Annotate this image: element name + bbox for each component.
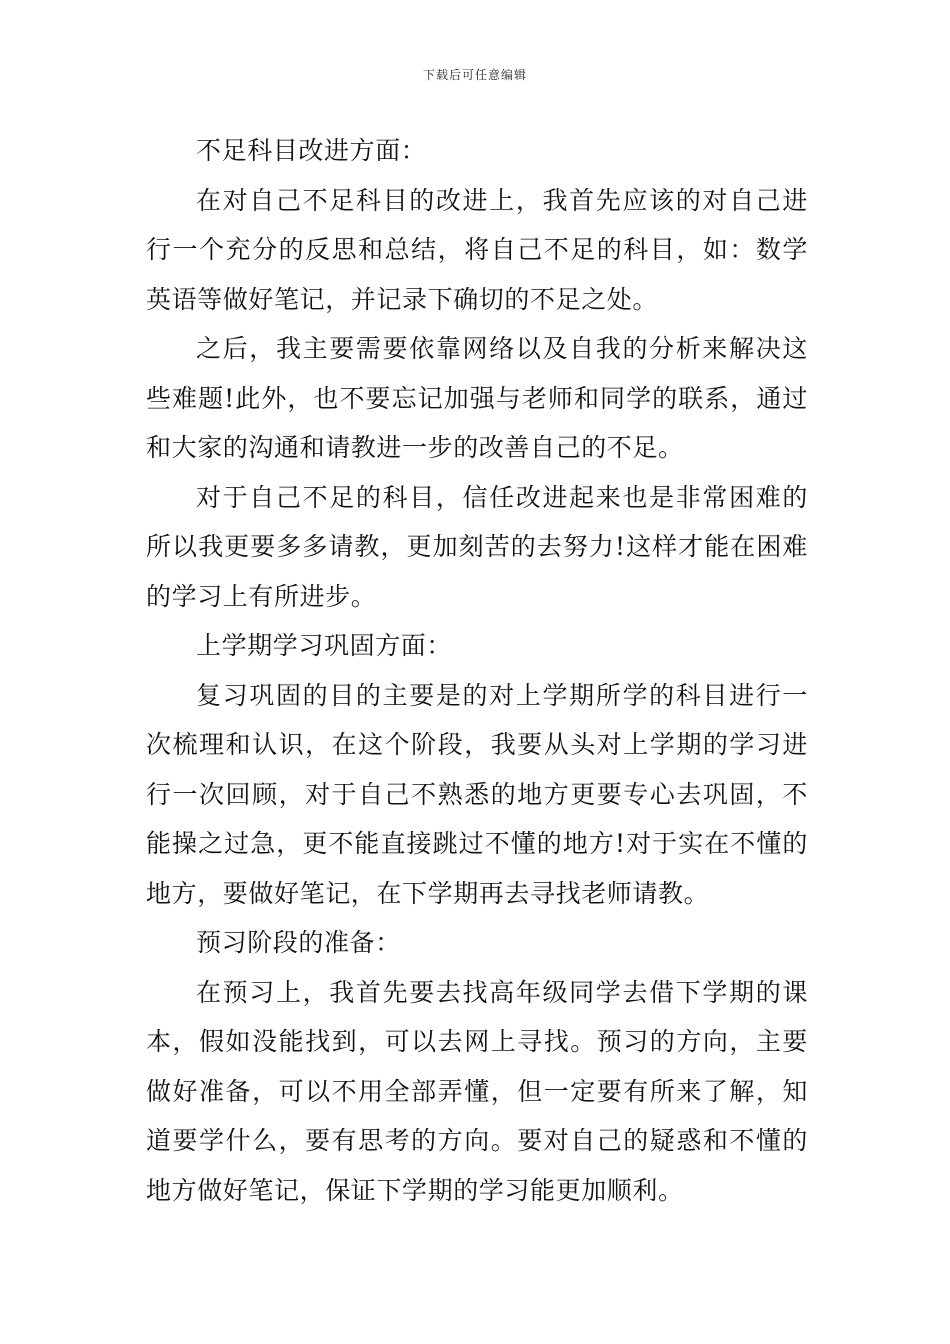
- paragraph: 之后，我主要需要依靠网络以及自我的分析来解决这些难题!此外，也不要忘记加强与老师和同学的联系，通过和大家的沟通和请教进一步的改善自己的不足。: [146, 334, 808, 462]
- paragraph: 复习巩固的目的主要是的对上学期所学的科目进行一次梳理和认识，在这个阶段，我要从头对上学期的学习进行一次回顾，对于自己不熟悉的地方更要专心去巩固，不能操之过急，更不能直接跳过不懂的地方!对于实在不懂的地方，要做好笔记，在下学期再去寻找老师请教。: [146, 680, 808, 908]
- paragraph: 对于自己不足的科目，信任改进起来也是非常困难的所以我更要多多请教，更加刻苦的去努力!这样才能在困难的学习上有所进步。: [146, 482, 808, 611]
- section-heading-weak-subjects: 不足科目改进方面：: [196, 136, 427, 165]
- document-body: [146, 126, 808, 1215]
- paragraph: 在对自己不足科目的改进上，我首先应该的对自己进行一个充分的反思和总结，将自己不足的科目，如：数学英语等做好笔记，并记录下确切的不足之处。: [146, 185, 808, 314]
- paragraph: 在预习上，我首先要去找高年级同学去借下学期的课本，假如没能找到，可以去网上寻找。预习的方向，主要做好准备，可以不用全部弄懂，但一定要有所来了解，知道要学什么，要有思考的方向。要对自己的疑惑和不懂的地方做好笔记，保证下学期的学习能更加顺利。: [146, 977, 808, 1205]
- section-heading-review: 上学期学习巩固方面：: [196, 631, 453, 660]
- section-heading-preview: 预习阶段的准备：: [196, 928, 401, 957]
- page-header: 下载后可任意编辑: [422, 68, 527, 82]
